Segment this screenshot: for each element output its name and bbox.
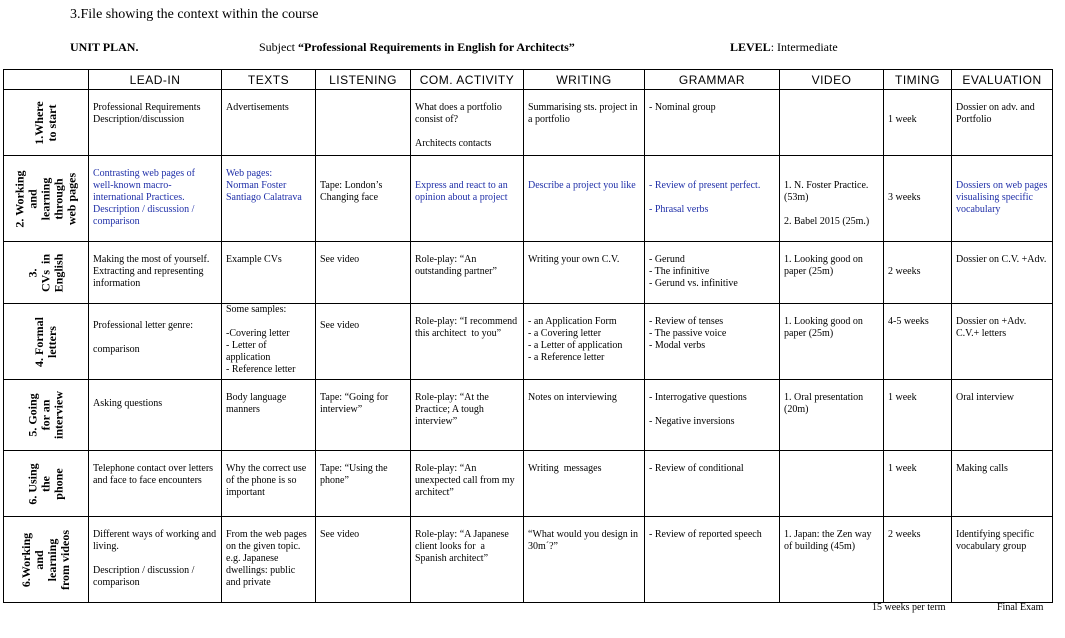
row-title-cell	[4, 517, 89, 603]
cell-texts: Why the correct use of the phone is so important	[226, 463, 309, 498]
cell-timing: 1 week	[888, 392, 917, 403]
cell-grammar: - Review of present perfect. - Phrasal verbs	[649, 180, 761, 215]
unit-plan-label: UNIT PLAN.	[70, 40, 139, 54]
cell-writing: Writing your own C.V.	[528, 254, 620, 265]
cell-evaluation: Oral interview	[956, 392, 1015, 403]
cell-lead-in: Professional Requirements Description/discussion	[93, 102, 201, 125]
cell-video: 1. Looking good on paper (25m)	[784, 254, 866, 277]
cell-grammar: - Interrogative questions - Negative inversions	[649, 392, 747, 427]
cell-texts: Some samples: -Covering letter - Letter of application - Reference letter	[226, 304, 296, 375]
cell-evaluation: Identifying specific vocabulary group	[956, 529, 1037, 552]
cell-writing: “What would you design in 30m´?”	[528, 529, 641, 552]
cell-video: 1. N. Foster Practice. (53m) 2. Babel 2015 (25m.)	[784, 180, 870, 227]
level-label: LEVEL	[730, 40, 771, 54]
cell-timing: 3 weeks	[888, 192, 921, 203]
cell-listening: See video	[320, 320, 360, 331]
row-title-cell	[4, 304, 89, 380]
page-heading: 3.File showing the context within the course	[70, 7, 319, 22]
table-header-row	[4, 70, 1053, 90]
footer-weeks: 15 weeks per term	[872, 602, 946, 613]
cell-grammar: - Review of reported speech	[649, 529, 762, 540]
row-title: 6. Using the phone	[25, 462, 66, 505]
row-title-cell	[4, 380, 89, 451]
cell-grammar: - Review of conditional	[649, 463, 744, 474]
table-row	[4, 242, 1053, 304]
table-row	[4, 156, 1053, 242]
unit-plan-table	[3, 69, 1053, 603]
subject-label: Subject	[259, 40, 295, 54]
cell-lead-in: Professional letter genre: comparison	[93, 320, 193, 355]
cell-com-activity: Role-play: “A Japanese client looks for a Spanish architect”	[415, 529, 512, 564]
row-title: 2. Working and learning through web pages	[12, 169, 79, 228]
cell-com-activity: Express and react to an opinion about a project	[415, 180, 511, 203]
cell-timing: 1 week	[888, 463, 917, 474]
cell-listening: Tape: “Using the phone”	[320, 463, 391, 486]
header-writing: WRITING	[524, 70, 645, 90]
cell-timing: 4-5 weeks	[888, 316, 929, 327]
header-video: VIDEO	[780, 70, 884, 90]
header-com-activity: COM. ACTIVITY	[411, 70, 524, 90]
cell-texts: Advertisements	[226, 102, 289, 113]
cell-timing: 2 weeks	[888, 529, 921, 540]
level-value: : Intermediate	[770, 40, 838, 54]
row-title-cell	[4, 242, 89, 304]
cell-timing: 2 weeks	[888, 266, 921, 277]
cell-writing: Describe a project you like	[528, 180, 636, 191]
cell-listening: Tape: “Going for interview”	[320, 392, 391, 415]
cell-texts: Body language manners	[226, 392, 289, 415]
cell-texts: Web pages: Norman Foster Santiago Calatrava	[226, 168, 302, 203]
header-timing: TIMING	[884, 70, 952, 90]
cell-video: 1. Looking good on paper (25m)	[784, 316, 866, 339]
cell-com-activity: Role-play: “I recommend this architect to you”	[415, 316, 520, 339]
row-title: 4. Formal letters	[32, 316, 59, 367]
header-evaluation: EVALUATION	[952, 70, 1053, 90]
cell-com-activity: What does a portfolio consist of? Architects contacts	[415, 102, 502, 149]
cell-com-activity: Role-play: “At the Practice; A tough interview”	[415, 392, 492, 427]
row-title-cell	[4, 156, 89, 242]
table-row	[4, 380, 1053, 451]
row-title: 6.Working and learning from videos	[19, 529, 72, 590]
cell-evaluation: Dossier on C.V. +Adv.	[956, 254, 1047, 265]
row-title-cell	[4, 451, 89, 517]
cell-grammar: - Gerund - The infinitive - Gerund vs. infinitive	[649, 254, 738, 289]
cell-texts: Example CVs	[226, 254, 282, 265]
cell-listening: See video	[320, 529, 360, 540]
table-row	[4, 90, 1053, 156]
cell-grammar: - Nominal group	[649, 102, 716, 113]
table-row	[4, 304, 1053, 380]
footer-final-exam: Final Exam	[997, 602, 1044, 613]
cell-writing: - an Application Form - a Covering letter - a Letter of application - a Reference letter	[528, 316, 623, 363]
level-line	[730, 40, 838, 55]
header-lead-in: LEAD-IN	[89, 70, 222, 90]
cell-texts: From the web pages on the given topic. e.g. Japanese dwellings: public and private	[226, 529, 307, 588]
header-grammar: GRAMMAR	[645, 70, 780, 90]
cell-evaluation: Dossier on adv. and Portfolio	[956, 102, 1038, 125]
subject-line	[259, 40, 575, 55]
cell-writing: Writing messages	[528, 463, 602, 474]
cell-lead-in: Telephone contact over letters and face to face encounters	[93, 463, 216, 486]
header-texts: TEXTS	[222, 70, 316, 90]
cell-com-activity: Role-play: “An unexpected call from my architect”	[415, 463, 518, 498]
table-row	[4, 451, 1053, 517]
cell-evaluation: Making calls	[956, 463, 1008, 474]
cell-lead-in: Making the most of yourself. Extracting and representing information	[93, 254, 210, 289]
cell-listening: See video	[320, 254, 360, 265]
cell-listening: Tape: London’s Changing face	[320, 180, 385, 203]
cell-writing: Notes on interviewing	[528, 392, 617, 403]
cell-writing: Summarising sts. project in a portfolio	[528, 102, 640, 125]
cell-lead-in: Contrasting web pages of well-known macro-international Practices. Description / discussion / comparison	[93, 168, 195, 227]
cell-evaluation: Dossiers on web pages visualising specific vocabulary	[956, 180, 1050, 215]
header-corner	[4, 70, 89, 90]
cell-lead-in: Asking questions	[93, 398, 163, 409]
cell-video: 1. Oral presentation (20m)	[784, 392, 866, 415]
header-listening: LISTENING	[316, 70, 411, 90]
cell-video: 1. Japan: the Zen way of building (45m)	[784, 529, 874, 552]
cell-lead-in: Different ways of working and living. Description / discussion / comparison	[93, 529, 217, 588]
cell-timing: 1 week	[888, 114, 917, 125]
row-title: 1.Where to start	[32, 100, 59, 145]
cell-evaluation: Dossier on +Adv. C.V.+ letters	[956, 316, 1029, 339]
row-title: 3. CVs in English	[25, 253, 66, 292]
table-row	[4, 517, 1053, 603]
row-title-cell	[4, 90, 89, 156]
subject-value: “Professional Requirements in English for Architects”	[298, 40, 575, 54]
cell-com-activity: Role-play: “An outstanding partner”	[415, 254, 497, 277]
cell-grammar: - Review of tenses - The passive voice - Modal verbs	[649, 316, 727, 351]
row-title: 5. Going for an interview	[25, 391, 66, 439]
